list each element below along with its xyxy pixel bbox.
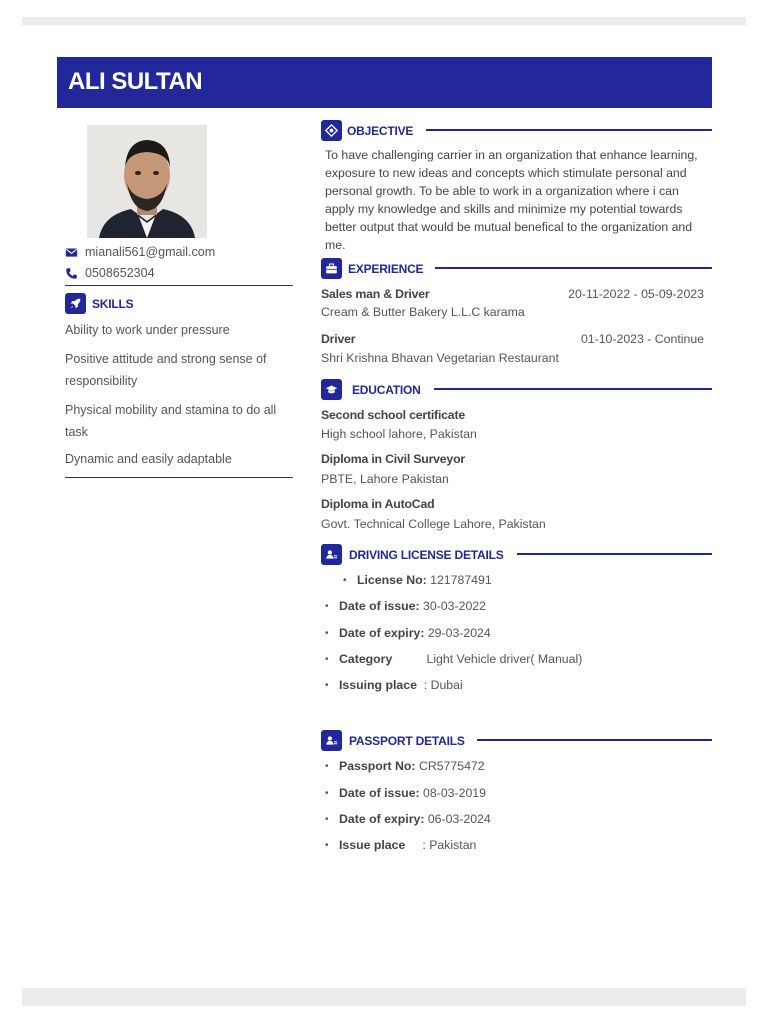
field-value: 06-03-2024 [424, 812, 491, 826]
divider [65, 477, 293, 478]
license-no-row [343, 573, 492, 588]
bullet: • [325, 628, 329, 639]
section-rule [517, 553, 712, 555]
field-label: Category [339, 652, 393, 666]
job-dates: 01-10-2023 - Continue [580, 332, 704, 346]
objective-text: To have challenging carrier in an organization that enhance learning, exposure to new ideas and concepts which stimulate personal and personal growth. To be able to work in a organization where i can apply my knowledge and skills and minimize my potential towards better output that would be mutual benefical to the organization and me. [325, 148, 698, 252]
field-label: Date of expiry: [339, 626, 425, 640]
bullet: • [325, 788, 329, 799]
job-dates: 20-11-2022 - 05-09-2023 [568, 287, 704, 301]
job-company: Cream & Butter Bakery L.L.C karama [321, 305, 525, 319]
envelope-icon [65, 246, 78, 259]
experience-heading: EXPERIENCE [348, 262, 424, 276]
id-card-icon [321, 544, 342, 565]
section-rule [426, 129, 712, 131]
field-label: License No: [357, 573, 427, 587]
skill-item: Physical mobility and stamina to do all task [65, 403, 277, 439]
field-label: Date of issue: [339, 599, 420, 613]
bullet: • [325, 761, 329, 772]
license-expiry-row [325, 626, 491, 641]
skill-item: Dynamic and easily adaptable [65, 452, 232, 466]
field-value: 30-03-2022 [419, 599, 486, 613]
objective-heading: OBJECTIVE [347, 124, 414, 138]
field-value: 08-03-2019 [419, 786, 486, 800]
skills-heading: SKILLS [92, 297, 134, 311]
graduation-cap-icon [321, 379, 342, 400]
field-value: : Dubai [416, 678, 463, 692]
passport-heading: PASSPORT DETAILS [349, 734, 465, 748]
page-bottom-edge [22, 988, 746, 1006]
license-category-row [325, 652, 582, 667]
divider [65, 285, 293, 286]
section-rule [477, 739, 712, 741]
id-card-icon [321, 730, 342, 751]
profile-photo [87, 125, 207, 238]
passport-no-row [325, 759, 485, 774]
field-value: 29-03-2024 [424, 626, 491, 640]
target-icon [321, 120, 342, 141]
bullet: • [325, 680, 329, 691]
job-company: Shri Krishna Bhavan Vegetarian Restaurant [321, 351, 559, 365]
name-banner [57, 57, 712, 108]
education-school: High school lahore, Pakistan [321, 427, 477, 441]
education-heading: EDUCATION [352, 383, 421, 397]
field-label: Passport No: [339, 759, 416, 773]
field-label: Issuing place [339, 678, 417, 692]
job-title: Driver [321, 332, 356, 346]
license-heading: DRIVING LICENSE DETAILS [349, 548, 504, 562]
job-title: Sales man & Driver [321, 287, 430, 301]
field-label: Issue place [339, 838, 406, 852]
rocket-icon [65, 293, 86, 314]
phone-text: 0508652304 [85, 266, 155, 280]
email-text[interactable]: mianali561@gmail.com [85, 245, 216, 259]
phone-icon [65, 267, 78, 280]
passport-place-row [325, 838, 476, 853]
field-value: 121787491 [426, 573, 492, 587]
briefcase-icon [321, 258, 342, 279]
education-school: Govt. Technical College Lahore, Pakistan [321, 517, 546, 531]
license-place-row [325, 678, 463, 693]
passport-issue-row [325, 786, 486, 801]
education-title: Diploma in AutoCad [321, 497, 435, 511]
section-rule [435, 267, 712, 269]
section-rule [434, 388, 712, 390]
field-value: Light Vehicle driver( Manual) [392, 652, 583, 666]
education-title: Diploma in Civil Surveyor [321, 452, 465, 466]
education-school: PBTE, Lahore Pakistan [321, 472, 449, 486]
bullet: • [325, 814, 329, 825]
bullet: • [325, 840, 329, 851]
page-top-edge [22, 17, 746, 25]
field-value: CR5775472 [415, 759, 485, 773]
bullet: • [325, 601, 329, 612]
passport-expiry-row [325, 812, 491, 827]
skill-item: Ability to work under pressure [65, 323, 230, 337]
field-label: Date of expiry: [339, 812, 425, 826]
field-label: Date of issue: [339, 786, 420, 800]
skill-item: Positive attitude and strong sense of responsibility [65, 352, 267, 388]
field-value: : Pakistan [405, 838, 477, 852]
phone-row [65, 266, 155, 280]
candidate-name: ALI SULTAN [68, 68, 203, 95]
bullet: • [343, 575, 347, 586]
education-title: Second school certificate [321, 408, 465, 422]
license-issue-row [325, 599, 486, 614]
bullet: • [325, 654, 329, 665]
email-row [65, 245, 215, 259]
